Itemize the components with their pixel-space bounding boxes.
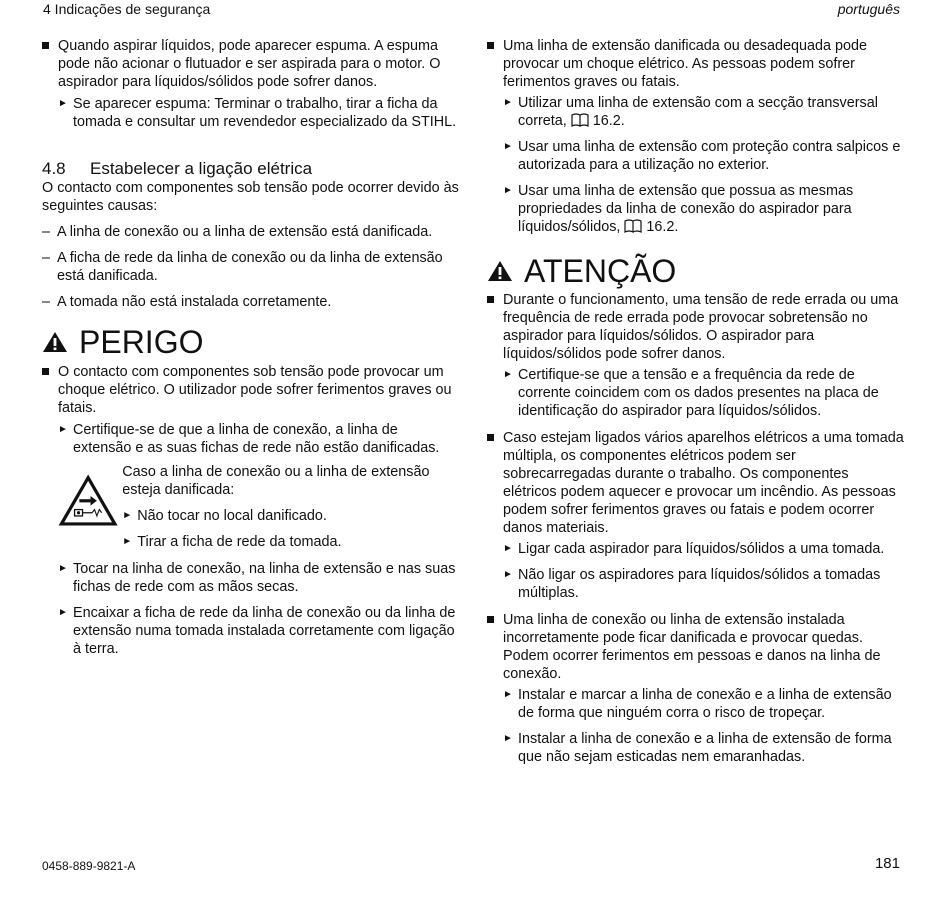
damaged-cable-content xyxy=(122,463,460,551)
step-grounded-socket xyxy=(42,604,460,658)
step-text-part: Usar uma linha de extensão que possua as mesmas propriedades da linha de conexão do aspirador para líquidos/sólidos, xyxy=(518,183,854,235)
damaged-cable-block xyxy=(42,463,460,551)
bullet-text: Caso estejam ligados vários aparelhos elétricos a uma tomada múltipla, os componentes elétricos podem ser sobrecarregadas durante o trabalho. Os componentes elétricos podem aquecer e provocar um incêndio. As pessoas podem sofrer ferimentos graves ou fatais e podem ocorrer danos materiais. xyxy=(503,430,904,536)
step-check-cable xyxy=(42,421,460,457)
arrow-right-icon: ► xyxy=(503,569,513,580)
section-title: Estabelecer a ligação elétrica xyxy=(90,159,313,178)
step-no-multi-socket xyxy=(487,566,905,602)
arrow-right-icon: ► xyxy=(503,689,513,700)
dash-item xyxy=(42,249,460,285)
reference-number: 16.2. xyxy=(592,113,625,129)
bullet-text: Quando aspirar líquidos, pode aparecer espuma. A espuma pode não acionar o flutuador e ser aspirada para o motor. O aspirador para líquidos/sólidos pode sofrer danos. xyxy=(58,38,441,90)
dash-item xyxy=(42,223,460,241)
step-text xyxy=(518,182,905,236)
step-cross-section xyxy=(487,94,905,130)
caution-title: ATENÇÃO xyxy=(524,253,677,289)
bullet-foam xyxy=(42,37,460,91)
step-text-part: Utilizar uma linha de extensão com a secção transversal correta, xyxy=(518,95,878,129)
section-heading xyxy=(42,159,460,179)
step-foam xyxy=(42,95,460,131)
bullet-square-icon xyxy=(487,42,494,49)
bullet-multi-socket xyxy=(487,429,905,537)
dash-text: A ficha de rede da linha de conexão ou da linha de extensão está danificada. xyxy=(57,250,443,284)
step-text xyxy=(518,94,905,130)
bullet-cable-install xyxy=(487,611,905,683)
bullet-extension-cable xyxy=(487,37,905,91)
dash-text: A tomada não está instalada corretamente. xyxy=(57,294,332,310)
arrow-right-icon: ► xyxy=(58,563,68,574)
bullet-shock xyxy=(42,363,460,417)
step-text: Não tocar no local danificado. xyxy=(137,508,327,524)
step-text: Instalar a linha de conexão e a linha de extensão de forma que não sejam esticadas nem emaranhadas. xyxy=(518,731,892,765)
danger-heading xyxy=(42,325,460,359)
bullet-square-icon xyxy=(42,42,49,49)
bullet-text: O contacto com componentes sob tensão pode provocar um choque elétrico. O utilizador pode sofrer ferimentos graves ou fatais. xyxy=(58,364,452,416)
arrow-right-icon: ► xyxy=(122,536,133,547)
dash-text: A linha de conexão ou a linha de extensão está danificada. xyxy=(57,224,433,240)
step-text: Certifique-se que a tensão e a frequência da rede de corrente coincidem com os dados presentes na placa de identificação do aspirador para líquidos/sólidos. xyxy=(518,367,879,419)
step-dry-hands xyxy=(42,560,460,596)
section-intro: O contacto com componentes sob tensão pode ocorrer devido às seguintes causas: xyxy=(42,180,459,214)
damaged-cable-text: Caso a linha de conexão ou a linha de extensão esteja danificada: xyxy=(122,464,430,498)
book-reference-icon xyxy=(571,113,589,127)
arrow-right-icon: ► xyxy=(503,543,513,554)
bullet-text: Uma linha de extensão danificada ou desadequada pode provocar um choque elétrico. As pessoas podem sofrer ferimentos graves ou fatais. xyxy=(503,38,868,90)
arrow-right-icon: ► xyxy=(503,97,513,108)
arrow-right-icon: ► xyxy=(503,185,513,196)
reference-number: 16.2. xyxy=(646,219,679,235)
arrow-right-icon: ► xyxy=(58,98,68,109)
chapter-header: 4 Indicações de segurança xyxy=(43,1,211,17)
bullet-text: Uma linha de conexão ou linha de extensão instalada incorretamente pode ficar danificada e provocar quedas. Podem ocorrer ferimentos em pessoas e danos na linha de conexão. xyxy=(503,612,881,682)
step-mark-cable xyxy=(487,686,905,722)
arrow-right-icon: ► xyxy=(122,510,133,521)
electric-shock-warning-icon xyxy=(57,465,119,535)
step-text: Instalar e marcar a linha de conexão e a linha de extensão de forma que ninguém corra o risco de tropeçar. xyxy=(518,687,892,721)
dash-marker: – xyxy=(42,250,51,266)
step-text: Usar uma linha de extensão com proteção contra salpicos e autorizada para a utilização no exterior. xyxy=(518,139,901,173)
bullet-voltage xyxy=(487,291,905,363)
step-no-tension xyxy=(487,730,905,766)
step-text: Tocar na linha de conexão, na linha de extensão e nas suas fichas de rede com as mãos secas. xyxy=(73,561,456,595)
arrow-right-icon: ► xyxy=(58,424,68,435)
step-unplug xyxy=(122,533,460,551)
step-splash-protection xyxy=(487,138,905,174)
arrow-right-icon: ► xyxy=(503,369,513,380)
left-column xyxy=(42,37,460,658)
caution-heading xyxy=(487,254,905,288)
arrow-right-icon: ► xyxy=(58,607,68,618)
page-number: 181 xyxy=(874,855,900,872)
step-dont-touch xyxy=(122,507,460,525)
dash-marker: – xyxy=(42,294,51,310)
book-reference-icon xyxy=(624,219,642,233)
danger-title: PERIGO xyxy=(79,324,204,360)
right-column xyxy=(487,37,905,766)
step-text: Ligar cada aspirador para líquidos/sólidos a uma tomada. xyxy=(518,541,885,557)
step-check-voltage xyxy=(487,366,905,420)
language-header: português xyxy=(837,1,900,17)
step-text: Não ligar os aspiradores para líquidos/sólidos a tomadas múltiplas. xyxy=(518,567,881,601)
step-text: Tirar a ficha de rede da tomada. xyxy=(137,534,342,550)
dash-marker: – xyxy=(42,224,51,240)
bullet-text: Durante o funcionamento, uma tensão de rede errada ou uma frequência de rede errada pode provocar sobretensão no aspirador para líquidos/sólidos. O aspirador para líquidos/sólidos pode sofrer danos. xyxy=(503,292,899,362)
step-text: Certifique-se de que a linha de conexão, a linha de extensão e as suas fichas de rede não estão danificadas. xyxy=(73,422,440,456)
step-text: Se aparecer espuma: Terminar o trabalho, tirar a ficha da tomada e consultar um revendedor especializado da STIHL. xyxy=(73,96,457,130)
arrow-right-icon: ► xyxy=(503,141,513,152)
step-one-socket xyxy=(487,540,905,558)
step-text: Encaixar a ficha de rede da linha de conexão ou da linha de extensão numa tomada instalada corretamente com ligação à terra. xyxy=(73,605,456,657)
bullet-square-icon xyxy=(487,434,494,441)
step-same-properties xyxy=(487,182,905,236)
dash-item xyxy=(42,293,460,311)
bullet-square-icon xyxy=(487,616,494,623)
arrow-right-icon: ► xyxy=(503,733,513,744)
bullet-square-icon xyxy=(42,368,49,375)
document-code: 0458-889-9821-A xyxy=(42,859,136,873)
warning-triangle-icon xyxy=(487,260,513,282)
bullet-square-icon xyxy=(487,296,494,303)
warning-triangle-icon xyxy=(42,331,68,353)
section-number: 4.8 xyxy=(42,159,66,178)
